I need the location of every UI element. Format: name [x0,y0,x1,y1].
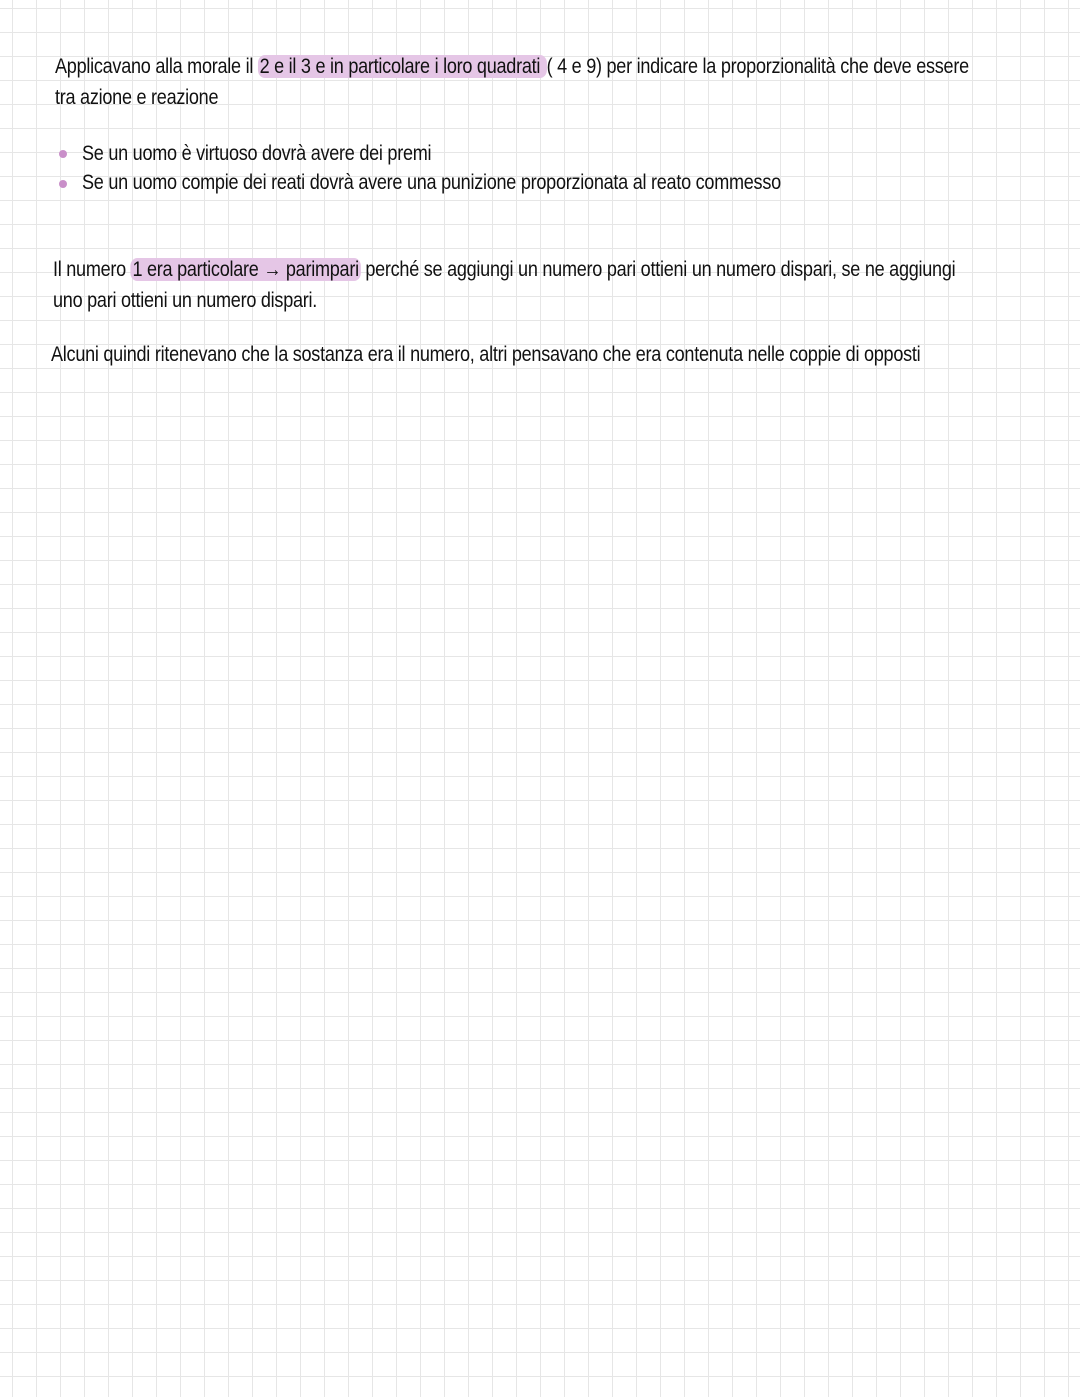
paragraph-1-text-start: Applicavano alla morale il [55,55,258,78]
paragraph-1-line-2: tra azione e reazione [55,86,219,109]
paragraph-1-text-end: ( 4 e 9) per indicare la proporzionalità che deve essere [546,55,969,78]
paragraph-2-line-2: uno pari ottieni un numero dispari. [53,289,318,312]
paragraph-1-line-1 [55,52,969,82]
paragraph-2-text-start: Il numero [53,258,131,281]
highlighted-text: 1 era particolare → parimpari [132,258,359,281]
bullet-dot-icon [59,180,67,188]
bullet-dot-icon [59,150,67,158]
bullet-item-1: Se un uomo è virtuoso dovrà avere dei premi [82,142,432,165]
paragraph-2-text-end: perché se aggiungi un numero pari ottieni un numero dispari, se ne aggiungi [360,258,956,281]
highlighted-text: 2 e il 3 e in particolare i loro quadrati [259,55,545,78]
bullet-item-2: Se un uomo compie dei reati dovrà avere una punizione proporzionata al reato commesso [82,171,781,194]
paragraph-2-line-1 [53,255,955,285]
paragraph-3-line-1: Alcuni quindi ritenevano che la sostanza era il numero, altri pensavano che era contenuta nelle coppie di opposti [51,343,921,366]
